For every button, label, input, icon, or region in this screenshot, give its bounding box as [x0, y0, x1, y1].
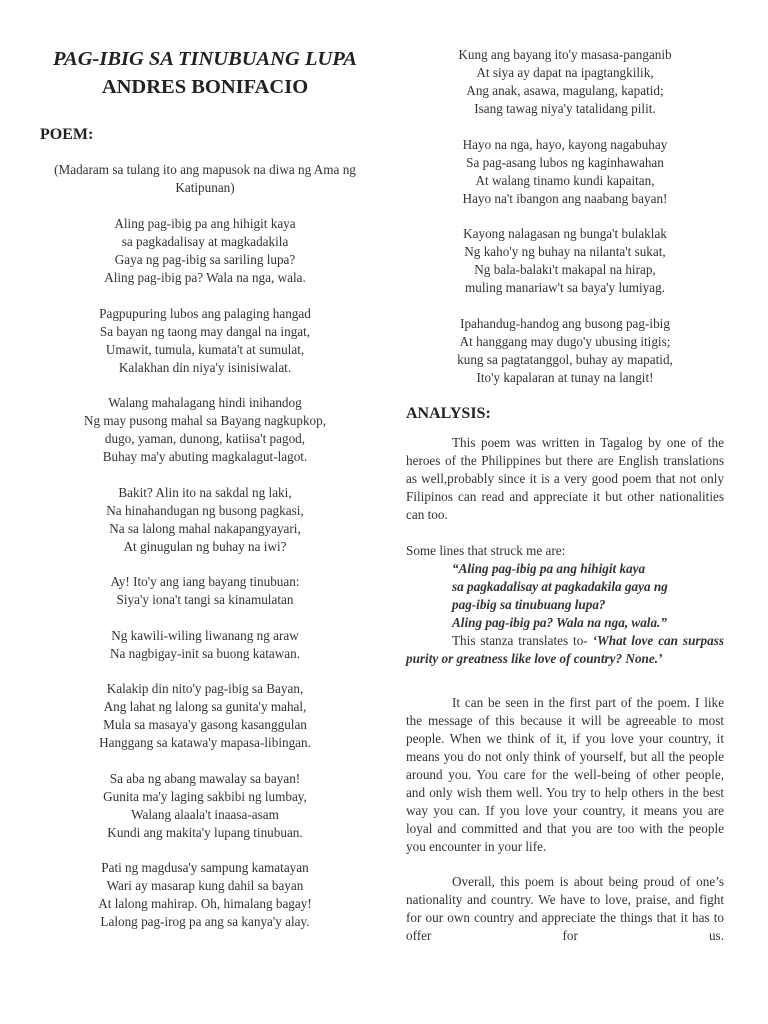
stanza	[406, 46, 724, 118]
poem-line: kung sa pagtatanggol, buhay ay mapatid,	[457, 351, 673, 367]
poem-line: Aling pag-ibig pa? Wala na nga, wala.	[104, 270, 306, 285]
poem-line: muling manariaw't sa baya'y lumiyag.	[465, 280, 665, 295]
poem-line: Ang anak, asawa, magulang, kapatid;	[466, 83, 664, 98]
poem-line: At ginugulan ng buhay na iwi?	[123, 538, 287, 554]
stanza	[40, 859, 370, 931]
poem-line: Isang tawag niya'y tatalidang pilit.	[474, 101, 656, 116]
poem-line: Hayo na nga, hayo, kayong nagabuhay	[462, 136, 668, 152]
poem-line: dugo, yaman, dunong, katiisa't pagod,	[104, 431, 306, 446]
translation-prefix: This stanza translates to-	[452, 632, 593, 648]
analysis-paragraph-2: It can be seen in the first part of the poem. I like the message of this because it will be agreeable to most people. When we think of it, if you love your country, it means you do not only think of yourself, but all the people around you. You care for the well-being of other people, and only wish them well. You try to help others in the best way you can. If you love your country, it means you are loyal and committed and that you are too with the people you encounter in your life.	[406, 694, 724, 854]
poem-line: Kundi ang makita'y lupang tinubuan.	[107, 824, 303, 840]
poem-intro: (Madaram sa tulang ito ang mapusok na diwa ng Ama ng Katipunan)	[54, 162, 356, 195]
right-stanzas	[406, 46, 724, 387]
quote-line: Aling pag-ibig pa? Wala na nga, wala.”	[452, 614, 667, 630]
poem-line: Kalakhan din niya'y isinisiwalat.	[118, 359, 292, 375]
poem-line: Hanggang sa katawa'y mapasa-libingan.	[99, 735, 311, 750]
stanza	[406, 136, 724, 208]
poem-line: Na sa lalong mahal nakapangyayari,	[109, 520, 301, 536]
stanza	[40, 215, 370, 287]
stanza	[406, 315, 724, 387]
quote-line: sa pagkadalisay at pagkadakila gaya ng	[452, 578, 668, 594]
analysis-heading: ANALYSIS:	[406, 405, 491, 422]
stanza	[40, 394, 370, 466]
poem-line: Ng may pusong mahal sa Bayang nagkupkop,	[83, 413, 327, 428]
poem-title: PAG-IBIG SA TINUBUANG LUPA	[53, 48, 357, 70]
poem-line: Pagpupuring lubos ang palaging hangad	[99, 305, 311, 321]
poem-line: Walang mahalagang hindi inihandog	[108, 395, 302, 410]
poem-line: Sa bayan ng taong may dangal na ingat,	[99, 323, 311, 339]
poem-line: Ng kaho'y ng buhay na nilanta't sukat,	[464, 244, 666, 259]
poem-line: Kung ang bayang ito'y masasa-panganib	[458, 47, 672, 62]
poem-line: Ay! Ito'y ang iang bayang tinubuan:	[110, 574, 300, 589]
poem-line: Hayo na't ibangon ang naabang bayan!	[462, 190, 668, 206]
poem-line: Buhay ma'y abuting magkalagut-lagot.	[102, 449, 308, 464]
poem-heading: POEM:	[40, 126, 94, 143]
poem-line: Na hinahandugan ng busong pagkasi,	[106, 502, 304, 518]
poem-line: Umawit, tumula, kumata't at sumulat,	[105, 341, 305, 357]
poem-line: At hanggang may dugo'y ubusing itigis;	[459, 333, 671, 349]
poem-line: Kayong nalagasan ng bunga't bulaklak	[463, 226, 667, 241]
translation	[406, 632, 724, 668]
quote-line: pag-ibig sa tinubuang lupa?	[452, 596, 606, 612]
poem-line: Sa pag-asang lubos ng kaginhawahan	[466, 154, 664, 170]
analysis-paragraph-1: This poem was written in Tagalog by one of the heroes of the Philippines but there are English translations as well,probably since it is a very good poem that not only Filipinos can read and appreciate it but other nationalities can too.	[406, 435, 724, 522]
stanza	[40, 627, 370, 663]
poem-line: Pati ng magdusa'y sampung kamatayan	[101, 860, 309, 875]
poem-author: ANDRES BONIFACIO	[101, 76, 309, 98]
poem-line: Lalong pag-irog pa ang sa kanya'y alay.	[100, 914, 310, 929]
stanza	[40, 770, 370, 842]
stanza	[406, 225, 724, 297]
poem-line: Ng bala-balakı't makapal na hirap,	[474, 262, 656, 277]
left-stanzas	[40, 215, 370, 931]
poem-line: Walang alaala't inaasa-asam	[131, 806, 279, 822]
poem-line: Ipahandug-handog ang busong pag-ibig	[460, 315, 670, 331]
poem-line: Kalakip din nito'y pag-ibig sa Bayan,	[106, 681, 304, 696]
poem-line: Ito'y kapalaran at tunay na langit!	[476, 369, 654, 385]
poem-line: Bakit? Alin ito na sakdal ng laki,	[118, 484, 292, 500]
poem-line: Ang lahat ng lalong sa gunita'y mahal,	[103, 699, 307, 714]
poem-line: Aling pag-ibig pa ang hihigit kaya	[114, 216, 296, 231]
stanza	[40, 305, 370, 377]
lines-intro: Some lines that struck me are:	[406, 542, 566, 558]
poem-line: Sa aba ng abang mawalay sa bayan!	[109, 770, 301, 786]
right-column	[406, 46, 724, 963]
stanza	[40, 484, 370, 556]
poem-line: Na nagbigay-init sa buong katawan.	[109, 645, 301, 661]
quote-block	[406, 560, 724, 632]
stanza	[40, 680, 370, 752]
quote-line: “Aling pag-ibig pa ang hihigit kaya	[452, 560, 646, 576]
poem-line: sa pagkadalisay at magkadakila	[121, 234, 289, 249]
poem-line: Gunita ma'y laging sakbibi ng lumbay,	[103, 788, 307, 804]
stanza	[40, 573, 370, 609]
poem-line: Gaya ng pag-ibig sa sariling lupa?	[114, 252, 296, 267]
poem-line: Wari ay masarap kung dahil sa bayan	[106, 878, 304, 893]
poem-line: Mula sa masaya'y gasong kasanggulan	[103, 717, 307, 732]
translation-text: ‘What love can surpass purity or greatness like love of country? None.’	[406, 632, 724, 666]
poem-line: At siya ay dapat na ipagtangkilik,	[476, 65, 654, 80]
left-column	[40, 48, 370, 949]
analysis-paragraph-3: Overall, this poem is about being proud of one’s nationality and country. We have to love, praise, and fight for our own country and appreciate the things that it has to offer for us.	[406, 874, 724, 943]
poem-line: Siya'y iona't tangi sa kinamulatan	[116, 592, 294, 607]
poem-line: At lalong mahirap. Oh, himalang bagay!	[98, 896, 312, 911]
poem-line: At walang tinamo kundi kapaitan,	[475, 172, 655, 188]
poem-line: Ng kawili-wiling liwanang ng araw	[111, 627, 299, 643]
